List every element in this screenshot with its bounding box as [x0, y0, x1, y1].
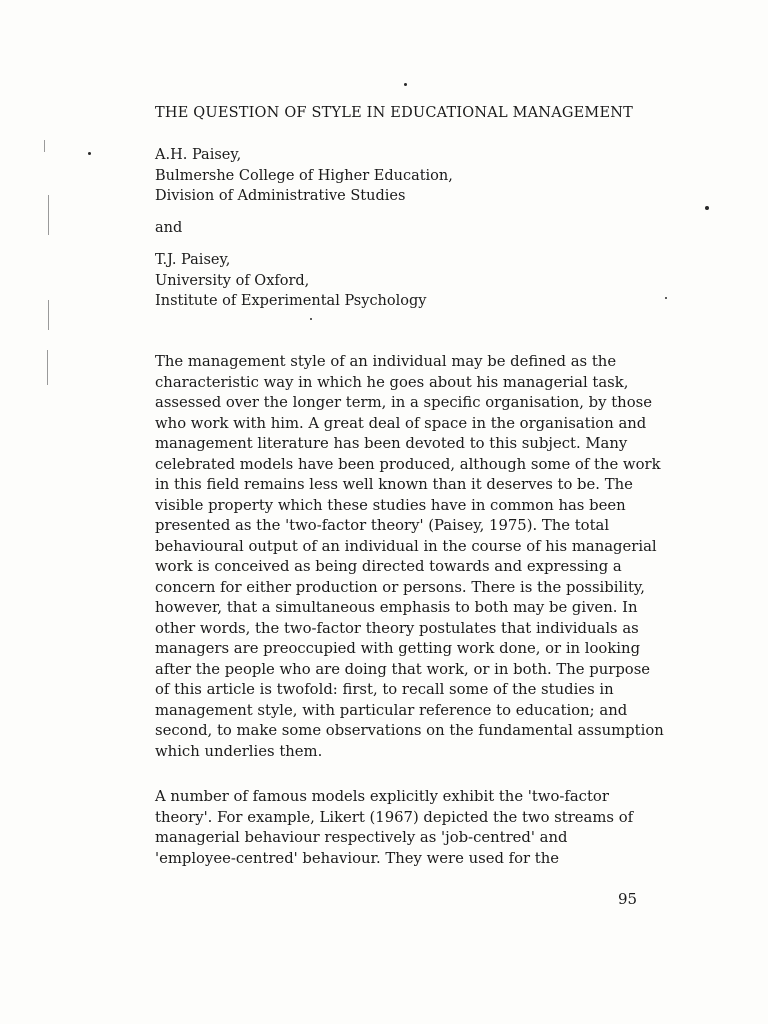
scan-speck	[310, 318, 312, 320]
scan-edge-mark	[48, 300, 49, 330]
paragraph-line: work is conceived as being directed towards and expressing a	[155, 558, 622, 575]
author-block-1	[155, 145, 453, 207]
author-2-name: T.J. Paisey,	[155, 252, 231, 268]
paragraph-line: theory'. For example, Likert (1967) depicted the two streams of	[155, 808, 634, 826]
scan-speck	[665, 297, 667, 299]
paragraph-line: A number of famous models explicitly exhibit the 'two-factor	[155, 788, 609, 805]
scan-edge-mark	[44, 140, 45, 152]
body-paragraph-1	[155, 352, 664, 762]
scan-speck	[404, 83, 407, 86]
paragraph-line: behavioural output of an individual in the course of his managerial	[155, 537, 657, 555]
paragraph-line: which underlies them.	[155, 742, 323, 760]
paragraph-line: management literature has been devoted to this subject. Many	[155, 435, 628, 452]
author-block-2	[155, 250, 426, 312]
page-number: 95	[618, 890, 638, 908]
scan-edge-mark	[47, 350, 48, 385]
paragraph-line: in this field remains less well known than it deserves to be. The	[155, 476, 633, 493]
paragraph-line: visible property which these studies have in common has been	[155, 496, 626, 514]
paragraph-line: presented as the 'two-factor theory' (Paisey, 1975). The total	[155, 517, 610, 534]
author-1-institution: Bulmershe College of Higher Education,	[155, 167, 453, 184]
paragraph-line: after the people who are doing that work, or in both. The purpose	[155, 660, 651, 678]
body-paragraph-2	[155, 787, 633, 869]
paragraph-line: managerial behaviour respectively as 'job-centred' and	[155, 829, 568, 846]
paragraph-line: other words, the two-factor theory postulates that individuals as	[155, 619, 639, 637]
paragraph-line: second, to make some observations on the fundamental assumption	[155, 722, 664, 739]
scan-speck	[88, 152, 91, 155]
paragraph-line: of this article is twofold: first, to recall some of the studies in	[155, 681, 614, 698]
author-conjunction: and	[155, 220, 183, 236]
paragraph-line: The management style of an individual may be defined as the	[155, 353, 617, 370]
paragraph-line: 'employee-centred' behaviour. They were used for the	[155, 849, 560, 867]
paragraph-line: characteristic way in which he goes about his managerial task,	[155, 373, 629, 391]
scan-edge-mark	[48, 195, 49, 235]
document-title: THE QUESTION OF STYLE IN EDUCATIONAL MANAGEMENT	[155, 105, 634, 121]
author-2-institution: University of Oxford,	[155, 272, 310, 289]
author-2-department: Institute of Experimental Psychology	[155, 293, 427, 309]
paragraph-line: celebrated models have been produced, although some of the work	[155, 455, 661, 473]
paragraph-line: assessed over the longer term, in a specific organisation, by those	[155, 394, 652, 411]
paragraph-line: however, that a simultaneous emphasis to both may be given. In	[155, 599, 638, 616]
paragraph-line: concern for either production or persons. There is the possibility,	[155, 578, 645, 596]
scan-speck	[705, 206, 709, 210]
paragraph-line: management style, with particular reference to education; and	[155, 701, 628, 719]
paragraph-line: who work with him. A great deal of space in the organisation and	[155, 414, 647, 432]
author-1-name: A.H. Paisey,	[155, 147, 242, 163]
paragraph-line: managers are preoccupied with getting work done, or in looking	[155, 640, 641, 657]
author-1-department: Division of Administrative Studies	[155, 188, 406, 204]
